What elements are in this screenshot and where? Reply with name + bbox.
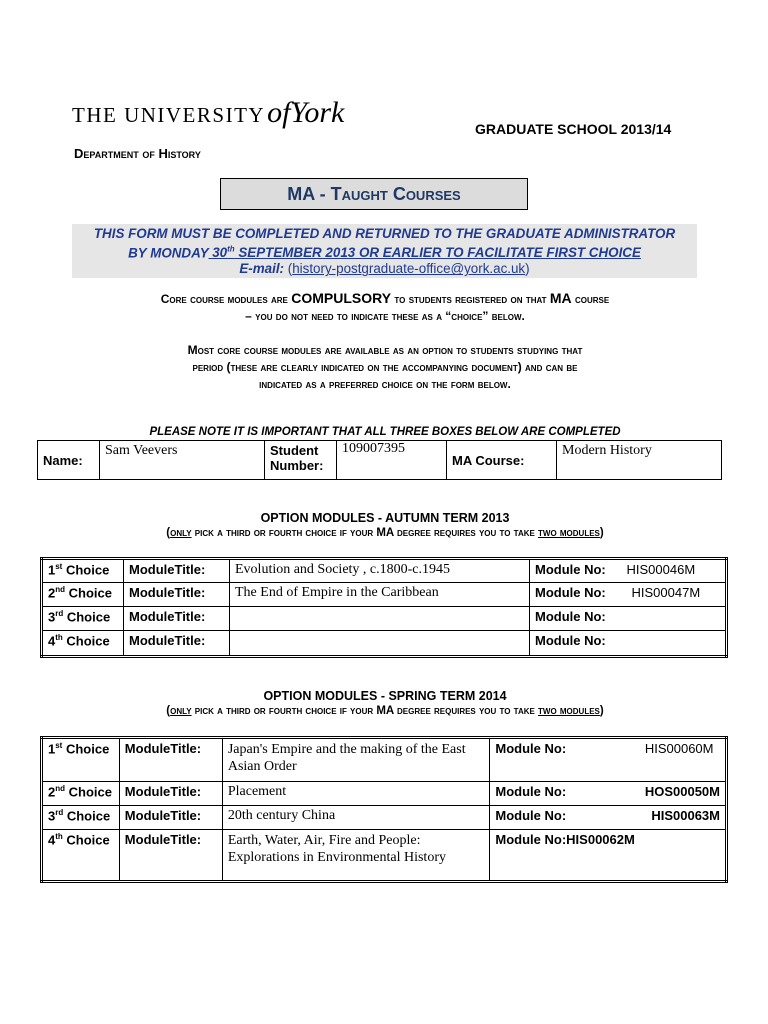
p1-c: to students registered on that	[391, 292, 550, 306]
module-title-label: ModuleTitle:	[124, 559, 230, 583]
autumn-sub-close: )	[599, 527, 604, 539]
spring-choices-table	[40, 736, 728, 883]
logo-of: of	[267, 96, 291, 129]
notice-deadline	[208, 245, 640, 260]
autumn-row-1	[42, 559, 727, 583]
core-modules-paragraph	[60, 342, 710, 393]
module-title-line-2: Asian Order	[227, 759, 297, 774]
module-no-label: Module No:	[490, 738, 640, 782]
student-number-label-2: Number:	[270, 458, 324, 473]
module-no-label: Module No:	[530, 607, 622, 631]
module-no-field[interactable]: HIS00046M	[622, 559, 727, 583]
logo-york	[267, 96, 344, 129]
module-title-label: ModuleTitle:	[119, 806, 222, 830]
spring-row-1	[42, 738, 727, 782]
module-title-label: ModuleTitle:	[124, 583, 230, 607]
submission-notice	[72, 224, 697, 278]
module-title-field[interactable]	[222, 738, 490, 782]
choice-text: Choice	[62, 562, 110, 578]
module-title-label: ModuleTitle:	[119, 782, 222, 806]
autumn-choices-table	[40, 557, 728, 658]
spring-row-3	[42, 806, 727, 830]
logo-text: THE UNIVERSITY	[72, 103, 266, 127]
name-label: Name:	[38, 441, 100, 480]
module-no-label	[490, 830, 640, 882]
compulsory-line-2: – you do not need to indicate these as a “choice” below.	[245, 309, 525, 323]
module-title-label: ModuleTitle:	[124, 631, 230, 657]
autumn-sub-only: only	[170, 527, 192, 539]
ma-course-field[interactable]: Modern History	[557, 441, 722, 480]
module-no-label: Module No:	[530, 583, 622, 607]
module-no-field[interactable]: HIS00047M	[622, 583, 727, 607]
choice-sup: nd	[55, 784, 66, 793]
choice-sup: st	[55, 562, 63, 571]
choice-num: 1	[48, 562, 56, 578]
autumn-row-4	[42, 631, 727, 657]
spring-choice-label	[42, 830, 120, 882]
choice-sup: st	[55, 741, 63, 750]
autumn-choice-label	[42, 607, 124, 631]
notice-line-2	[72, 242, 697, 261]
student-number-label	[265, 441, 337, 480]
module-title-field[interactable]	[230, 607, 530, 631]
module-title-line-1: Earth, Water, Air, Fire and People:	[227, 833, 421, 848]
module-title-field[interactable]	[222, 806, 490, 830]
autumn-choice-label	[42, 559, 124, 583]
p1-e: course	[571, 292, 610, 306]
module-title-label: ModuleTitle:	[119, 738, 222, 782]
notice-by: BY MONDAY	[128, 245, 209, 261]
autumn-sub-two: two modules	[538, 527, 600, 539]
module-no-label: Module No:	[530, 631, 622, 657]
module-no-label: Module No:	[490, 782, 640, 806]
spring-sub-close: )	[599, 705, 604, 717]
autumn-sub-open: (	[166, 527, 171, 539]
module-title-line-1: 20th century China	[227, 808, 336, 823]
email-close: )	[525, 261, 530, 277]
notice-date: 30	[208, 245, 228, 261]
autumn-choice-label	[42, 631, 124, 657]
module-title-field[interactable]	[222, 830, 490, 882]
autumn-sub-mid: pick a third or fourth choice if your MA degree requires you to take	[191, 527, 539, 539]
spring-choice-label	[42, 782, 120, 806]
autumn-heading: OPTION MODULES - AUTUMN TERM 2013	[260, 511, 510, 525]
student-number-label-1: Student	[270, 443, 319, 458]
spring-sub-open: (	[166, 705, 171, 717]
choice-num: 1	[48, 741, 56, 757]
email-open: (	[284, 261, 293, 277]
module-no-field[interactable]: HIS00063M	[640, 806, 727, 830]
choice-num: 3	[48, 808, 56, 824]
p1-compulsory: COMPULSORY	[291, 290, 392, 306]
module-title-field[interactable]: The End of Empire in the Caribbean	[230, 583, 530, 607]
module-title-field[interactable]	[230, 631, 530, 657]
module-title-line-2: Explorations in Environmental History	[227, 850, 446, 865]
choice-num: 2	[48, 585, 56, 601]
choice-num: 4	[48, 633, 56, 649]
compulsory-line-1	[60, 290, 710, 308]
p1-ma: MA	[549, 290, 572, 306]
choice-text: Choice	[63, 609, 111, 625]
department-label: Department of History	[74, 146, 201, 161]
spring-choice-label	[42, 806, 120, 830]
email-label: E-mail:	[239, 261, 285, 277]
student-number-field[interactable]: 109007395	[337, 441, 447, 480]
module-no-field[interactable]: HIS00060M	[640, 738, 727, 782]
spring-heading: OPTION MODULES - SPRING TERM 2014	[263, 689, 507, 703]
name-field[interactable]: Sam Veevers	[100, 441, 265, 480]
module-title-line-1: Placement	[227, 784, 287, 799]
email-link[interactable]: history-postgraduate-office@york.ac.uk	[292, 261, 526, 277]
choice-sup: rd	[55, 808, 64, 817]
notice-date-rest: SEPTEMBER 2013 OR EARLIER TO FACILITATE FIRST CHOICE	[234, 245, 641, 261]
autumn-row-2	[42, 583, 727, 607]
notice-line-1: THIS FORM MUST BE COMPLETED AND RETURNED TO THE GRADUATE ADMINISTRATOR	[93, 226, 676, 241]
choice-text: Choice	[63, 808, 111, 824]
autumn-row-3	[42, 607, 727, 631]
student-details-table	[37, 440, 722, 480]
module-no-field[interactable]	[622, 607, 727, 631]
choice-text: Choice	[62, 741, 110, 757]
spring-row-4	[42, 830, 727, 882]
choice-sup: th	[55, 832, 63, 841]
module-title-field[interactable]	[222, 782, 490, 806]
spring-sub-two: two modules	[538, 705, 600, 717]
module-title-label: ModuleTitle:	[119, 830, 222, 882]
choice-text: Choice	[62, 832, 110, 848]
core-line-3: indicated as a preferred choice on the form below.	[259, 377, 511, 391]
spring-subheading	[60, 705, 710, 717]
module-title-field[interactable]: Evolution and Society , c.1800-c.1945	[230, 559, 530, 583]
graduate-school-label: GRADUATE SCHOOL 2013/14	[475, 121, 672, 137]
module-no-field[interactable]	[622, 631, 727, 657]
choice-text: Choice	[62, 633, 110, 649]
autumn-choice-label	[42, 583, 124, 607]
module-no-spacer	[640, 830, 727, 882]
choice-text: Choice	[65, 784, 112, 800]
choice-text: Choice	[65, 585, 112, 601]
core-line-1: Most core course modules are available as an option to students studying that	[187, 343, 583, 357]
module-title-label: ModuleTitle:	[124, 607, 230, 631]
page-title: MA - Taught Courses	[220, 178, 528, 210]
logo-york-word: York	[290, 96, 345, 129]
notice-email-line	[72, 261, 697, 277]
university-logo	[72, 96, 344, 130]
p1-a: Core course modules are	[160, 292, 292, 306]
important-note: PLEASE NOTE IT IS IMPORTANT THAT ALL THREE BOXES BELOW ARE COMPLETED	[149, 426, 621, 438]
module-no-field[interactable]: HIS00062M	[566, 832, 635, 847]
spring-sub-mid: pick a third or fourth choice if your MA degree requires you to take	[191, 705, 539, 717]
choice-num: 3	[48, 609, 56, 625]
choice-sup: th	[55, 633, 63, 642]
spring-choice-label	[42, 738, 120, 782]
autumn-subheading	[60, 527, 710, 539]
module-no-label: Module No:	[530, 559, 622, 583]
module-no-field[interactable]: HOS00050M	[640, 782, 727, 806]
choice-sup: rd	[55, 609, 64, 618]
choice-num: 4	[48, 832, 56, 848]
spring-row-2	[42, 782, 727, 806]
ma-course-label: MA Course:	[447, 441, 557, 480]
choice-sup: nd	[55, 585, 66, 594]
core-line-2: period (these are clearly indicated on the accompanying document) and can be	[192, 360, 578, 374]
compulsory-paragraph	[60, 290, 710, 325]
notice-date-sup: th	[227, 245, 235, 254]
choice-num: 2	[48, 784, 56, 800]
module-no-label: Module No:	[490, 806, 640, 830]
module-no-label-text: Module No:	[495, 832, 567, 847]
module-title-line-1: Japan's Empire and the making of the East	[227, 742, 466, 757]
spring-sub-only: only	[170, 705, 192, 717]
